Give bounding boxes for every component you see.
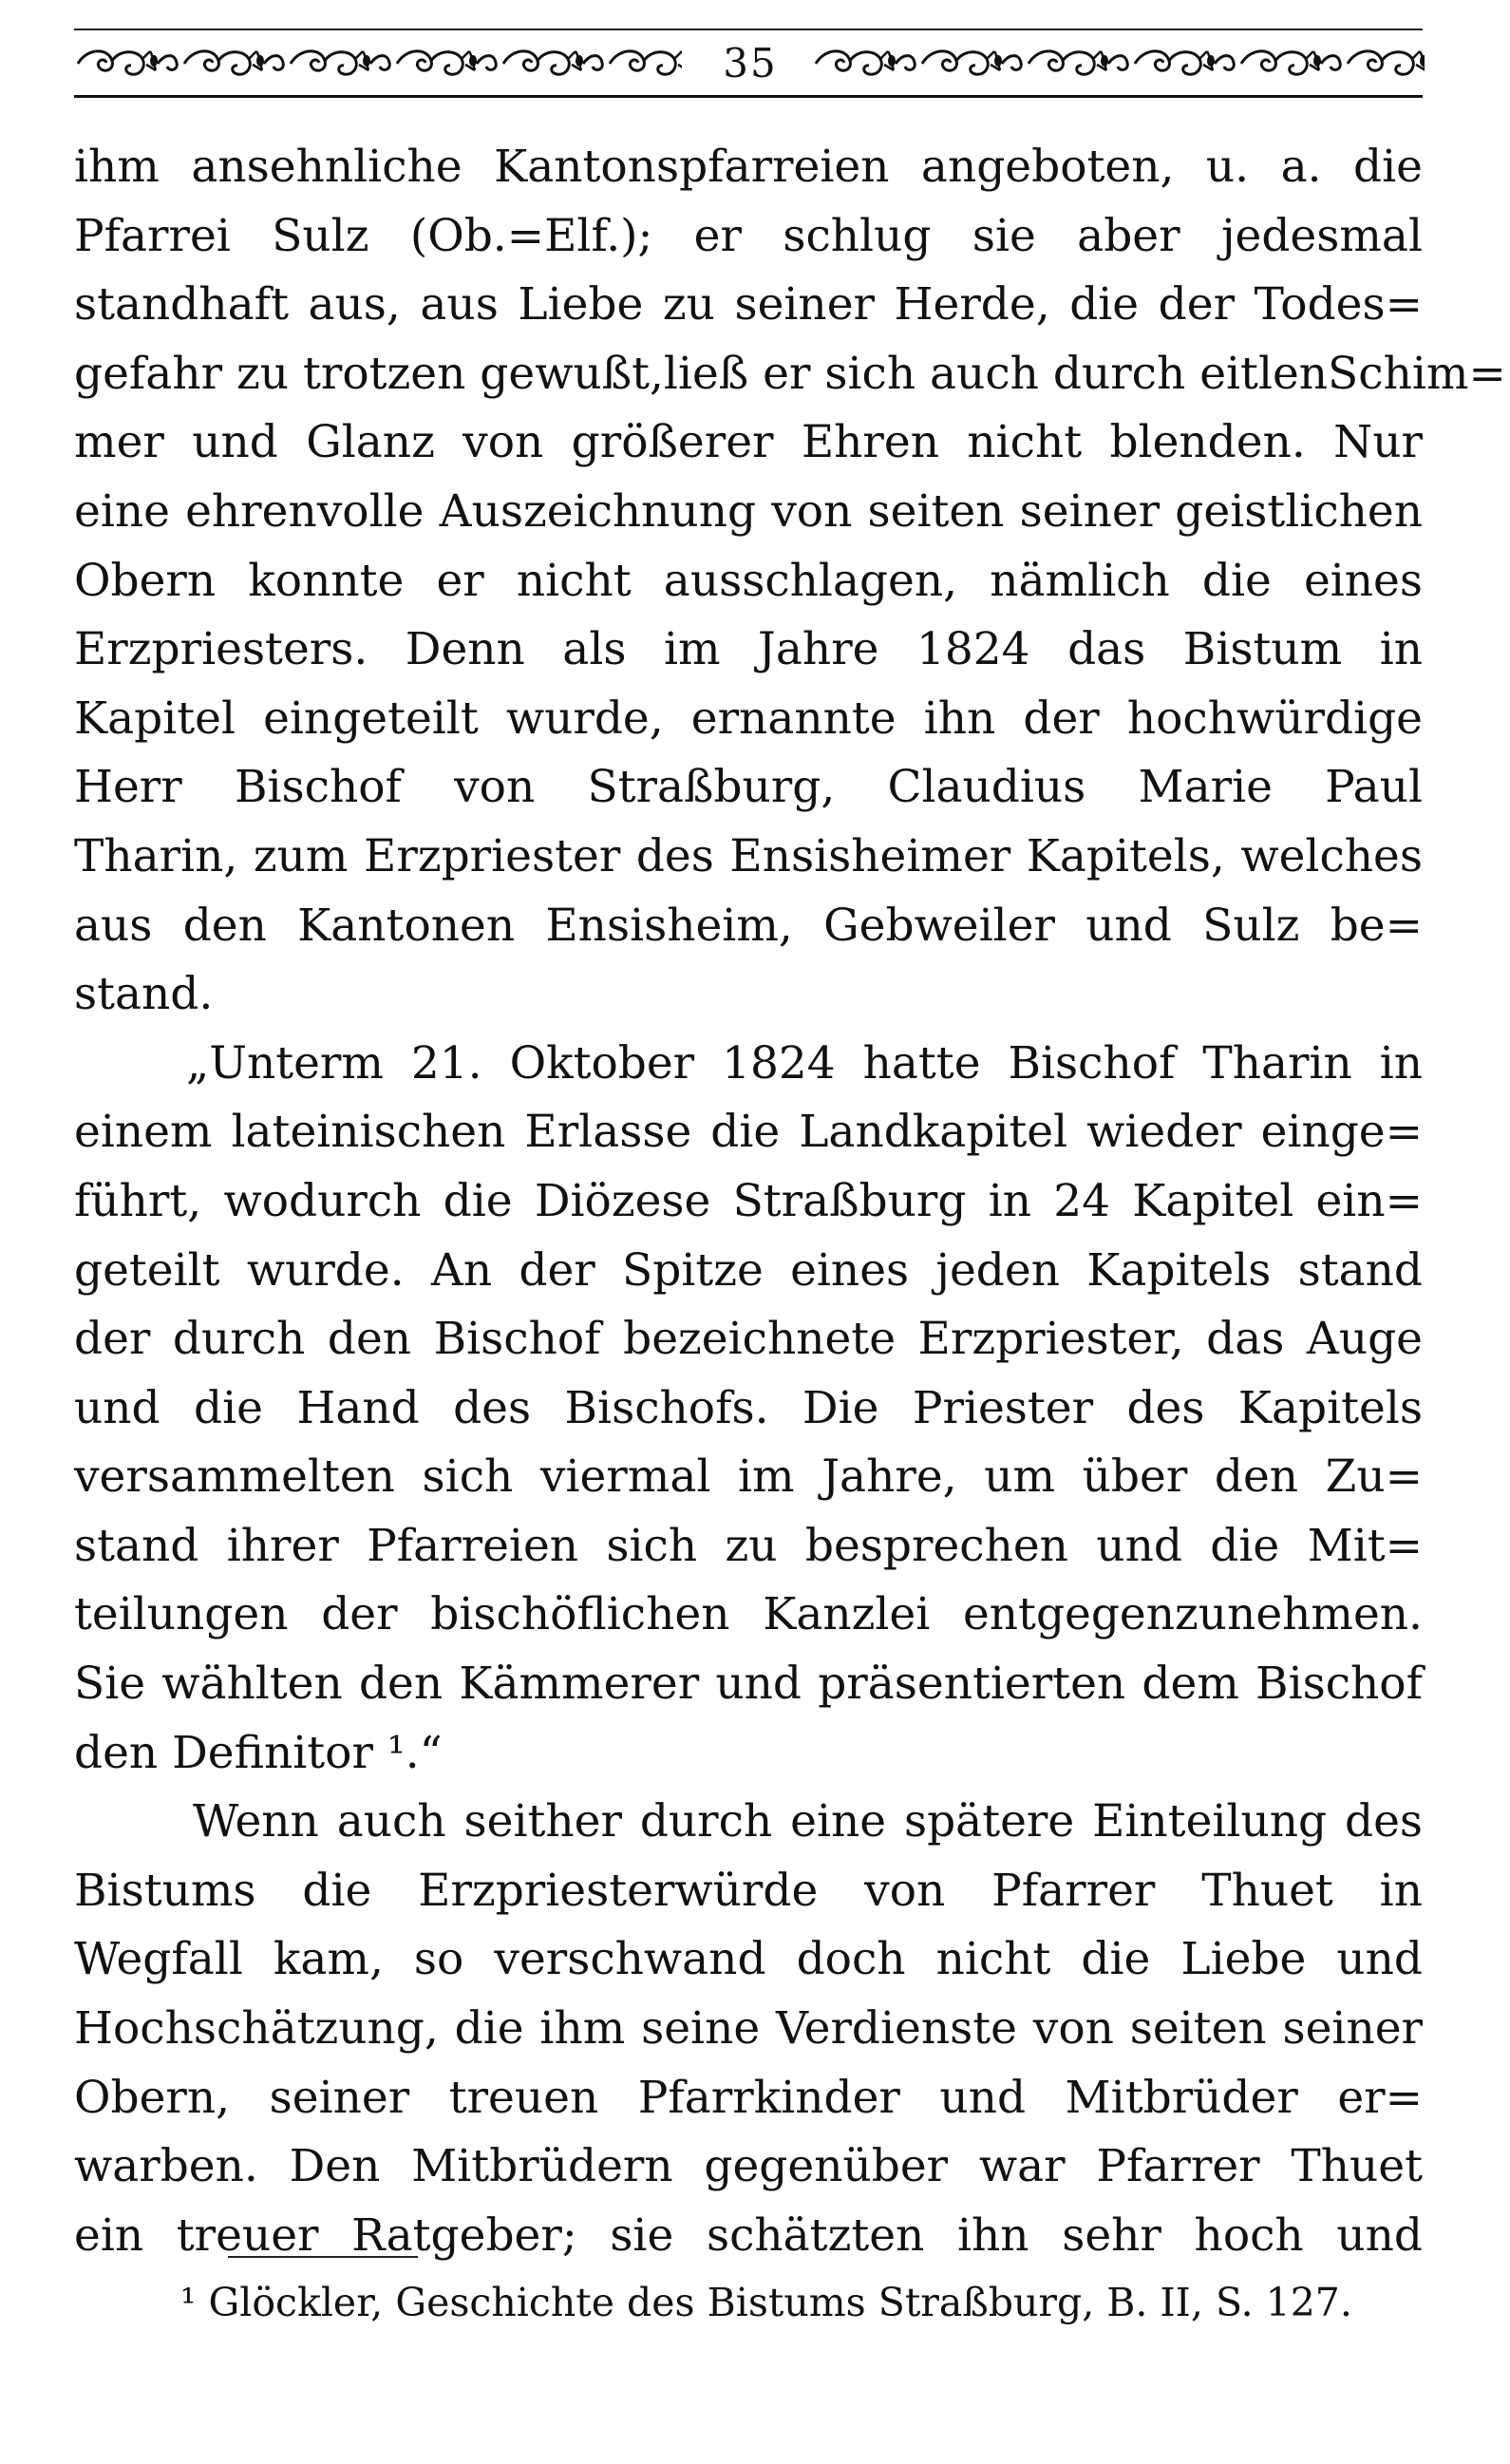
- text-line: Pfarrei Sulz (Ob.=Elf.); er schlug sie aber jedesmal: [74, 209, 1423, 262]
- footnote-rule: [228, 2256, 418, 2258]
- text-line: geteilt wurde. An der Spitze eines jeden Kapitels stand: [74, 1243, 1423, 1297]
- text-line: Kapitel eingeteilt wurde, ernannte ihn der hochwürdige: [74, 692, 1423, 745]
- text-line: Hochschätzung, die ihm seine Verdienste von seiten seiner: [74, 2002, 1423, 2056]
- paragraph: [74, 1788, 1423, 2270]
- text-line: stand ihrer Pfarreien sich zu besprechen und die Mit=: [74, 1519, 1423, 1572]
- floral-ornament-icon: [74, 42, 682, 85]
- text-line: Herr Bischof von Straßburg, Claudius Marie Paul: [74, 761, 1423, 814]
- text-line: Obern konnte er nicht ausschlagen, nämlich die eines: [74, 554, 1423, 607]
- text-line: den Definitor ¹.“: [74, 1726, 443, 1779]
- header-ornament-right: [812, 42, 1425, 85]
- text-line: stand.: [74, 968, 214, 1021]
- text-line: Obern, seiner treuen Pfarrkinder und Mitbrüder er=: [74, 2071, 1423, 2124]
- text-line: Bistums die Erzpriesterwürde von Pfarrer Thuet in: [74, 1864, 1423, 1917]
- text-line: einem lateinischen Erlasse die Landkapitel wieder einge=: [74, 1106, 1423, 1159]
- text-line: teilungen der bischöflichen Kanzlei entgegenzunehmen.: [74, 1588, 1423, 1641]
- header-top-rule: [74, 28, 1423, 30]
- floral-ornament-icon: [812, 42, 1425, 85]
- text-line: der durch den Bischof bezeichnete Erzpriester, das Auge: [74, 1313, 1423, 1366]
- paragraph: [74, 1030, 1423, 1789]
- text-line: warben. Den Mitbrüdern gegenüber war Pfarrer Thuet: [74, 2140, 1423, 2193]
- text-line: führt, wodurch die Diözese Straßburg in 24 Kapitel ein=: [74, 1174, 1423, 1227]
- text-line: aus den Kantonen Ensisheim, Gebweiler und Sulz be=: [74, 899, 1423, 952]
- text-line: mer und Glanz von größerer Ehren nicht blenden. Nur: [74, 416, 1423, 469]
- text-line: Tharin, zum Erzpriester des Ensisheimer Kapitels, welches: [74, 829, 1423, 882]
- text-line: ihm ansehnliche Kantonspfarreien angeboten, u. a. die: [74, 141, 1423, 193]
- text-line: Wegfall kam, so verschwand doch nicht die Liebe und: [74, 1933, 1423, 1986]
- text-line: und die Hand des Bischofs. Die Priester des Kapitels: [74, 1381, 1423, 1434]
- paragraph: [74, 133, 1506, 1030]
- body-text: [74, 133, 1506, 2270]
- footnote: ¹ Glöckler, Geschichte des Bistums Straßburg, B. II, S. 127.: [180, 2280, 1352, 2325]
- header-ornament-left: [74, 42, 682, 85]
- text-line: ein treuer Ratgeber; sie schätzten ihn sehr hoch und: [74, 2208, 1423, 2262]
- text-line: „Unterm 21. Oktober 1824 hatte Bischof Tharin in: [186, 1036, 1423, 1090]
- text-line: eine ehrenvolle Auszeichnung von seiten seiner geistlichen: [74, 484, 1423, 538]
- text-line: Erzpriesters. Denn als im Jahre 1824 das Bistum in: [74, 623, 1423, 676]
- header-bottom-rule: [74, 95, 1423, 98]
- text-line: gefahr zu trotzen gewußt,ließ er sich auch durch eitlenSchim=: [74, 347, 1506, 400]
- text-line: standhaft aus, aus Liebe zu seiner Herde, die der Todes=: [74, 278, 1423, 332]
- text-line: Wenn auch seither durch eine spätere Einteilung des: [193, 1795, 1423, 1848]
- text-line: versammelten sich viermal im Jahre, um über den Zu=: [74, 1450, 1423, 1504]
- text-line: Sie wählten den Kämmerer und präsentierten dem Bischof: [74, 1658, 1423, 1711]
- page-number: 35: [723, 40, 778, 86]
